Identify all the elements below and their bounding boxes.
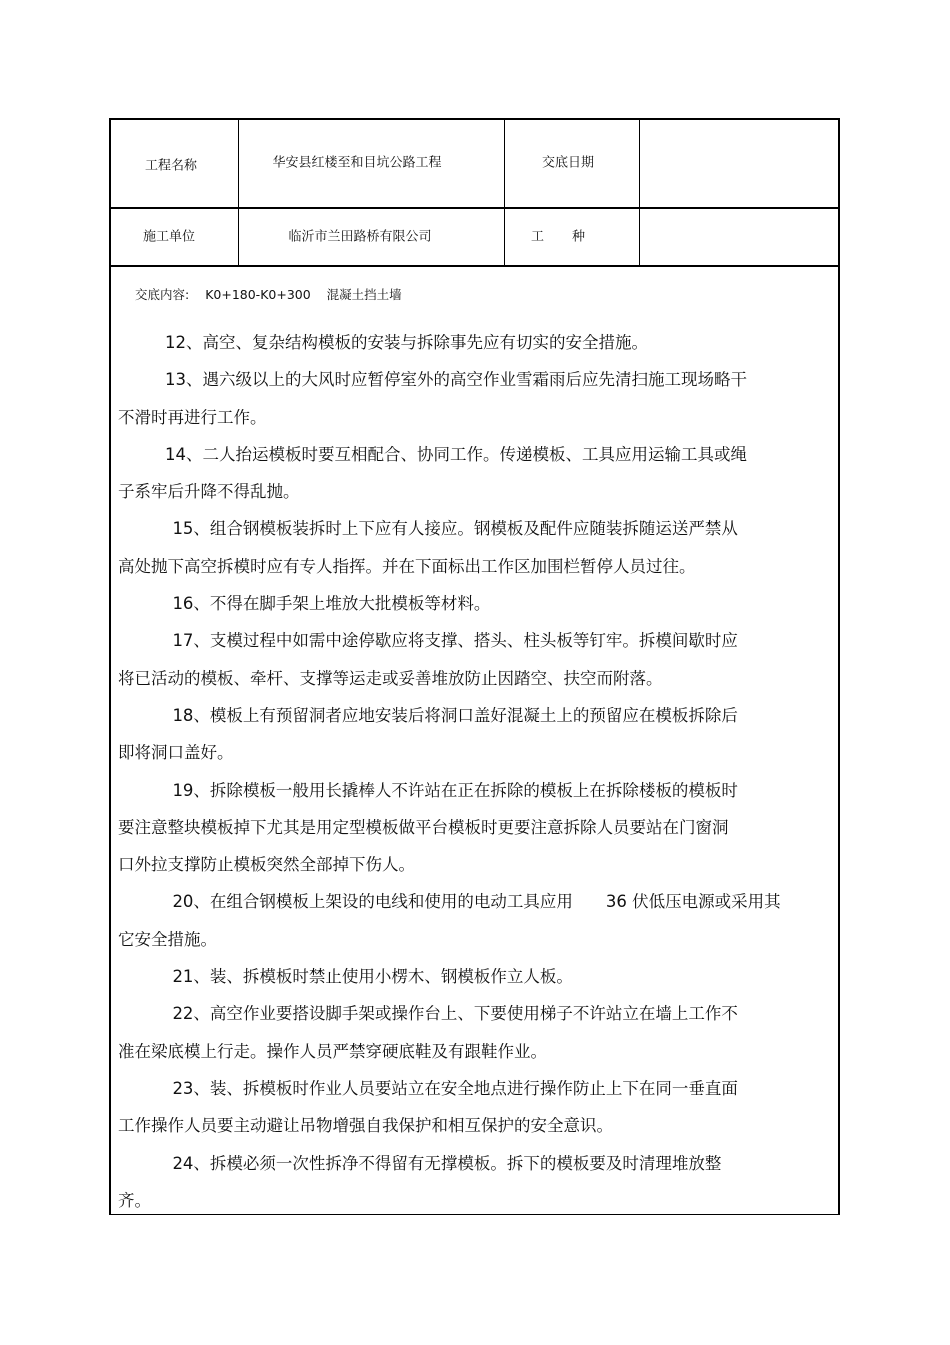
subject-name: 混凝土挡土墙 [326,287,402,302]
column-divider [238,120,239,267]
safety-item-20: 20、在组合钢模板上架设的电线和使用的电动工具应用 36 伏低压电源或采用其 它安全措施。 [118,892,781,949]
row-divider [111,207,838,209]
safety-item-12: 12、高空、复杂结构模板的安装与拆除事先应有切实的安全措施。 [165,333,649,352]
subject-label: 交底内容: [135,287,190,302]
project-name-value: 华安县红楼至和目坑公路工程 [272,155,442,171]
trade-label: 工种 [530,229,614,245]
disclosure-form [109,118,840,1215]
row-divider [111,265,838,267]
column-divider [504,120,505,267]
safety-item-15: 15、组合钢模板装拆时上下应有人接应。钢模板及配件应随装拆随运送严禁从 高处抛下高空拆模时应有专人指挥。并在下面标出工作区加围栏暂停人员过往。 [118,519,738,576]
column-divider [639,120,640,267]
project-name-label: 工程名称 [144,158,198,174]
safety-item-14: 14、二人抬运模板时要互相配合、协同工作。传递模板、工具应用运输工具或绳 子系牢后升降不得乱抛。 [118,444,748,502]
safety-item-17: 17、支模过程中如需中途停歇应将支撑、搭头、柱头板等钉牢。拆模间歇时应 将已活动的模板、牵杆、支撑等运走或妥善堆放防止因踏空、扶空而附落。 [118,631,738,688]
disclosure-content [118,324,833,1219]
construction-unit-label: 施工单位 [142,229,196,245]
safety-item-18: 18、模板上有预留洞者应地安装后将洞口盖好混凝土上的预留应在模板拆除后 即将洞口盖好。 [118,705,738,763]
safety-item-16: 16、不得在脚手架上堆放大批模板等材料。 [172,594,491,614]
safety-item-13: 13、遇六级以上的大风时应暂停室外的高空作业雪霜雨后应先清扫施工现场略干 不滑时再进行工作。 [118,370,748,427]
safety-item-24: 24、拆模必须一次性拆净不得留有无撑模板。拆下的模板要及时清理堆放整 齐。 [118,1153,722,1210]
safety-item-22: 22、高空作业要搭设脚手架或操作台上、下要使用梯子不许站立在墙上工作不 准在梁底模上行走。操作人员严禁穿硬底鞋及有跟鞋作业。 [118,1004,738,1061]
safety-item-21: 21、装、拆模板时禁止使用小楞木、钢模板作立人板。 [172,967,573,987]
safety-item-23: 23、装、拆模板时作业人员要站立在安全地点进行操作防止上下在同一垂直面 工作操作人员要主动避让吊物增强自我保护和相互保护的安全意识。 [118,1078,738,1136]
disclosure-subject [135,285,414,303]
subject-range: K0+180-K0+300 [205,287,311,302]
construction-unit-value: 临沂市兰田路桥有限公司 [288,229,432,245]
disclosure-date-label: 交底日期 [541,155,595,171]
safety-item-19: 19、拆除模板一般用长撬棒人不许站在正在拆除的模板上在拆除楼板的模板时 要注意整块模板掉下尤其是用定型模板做平台模板时更要注意拆除人员要站在门窗洞 口外拉支撑防止模板突然全部掉下伤人。 [118,780,738,875]
